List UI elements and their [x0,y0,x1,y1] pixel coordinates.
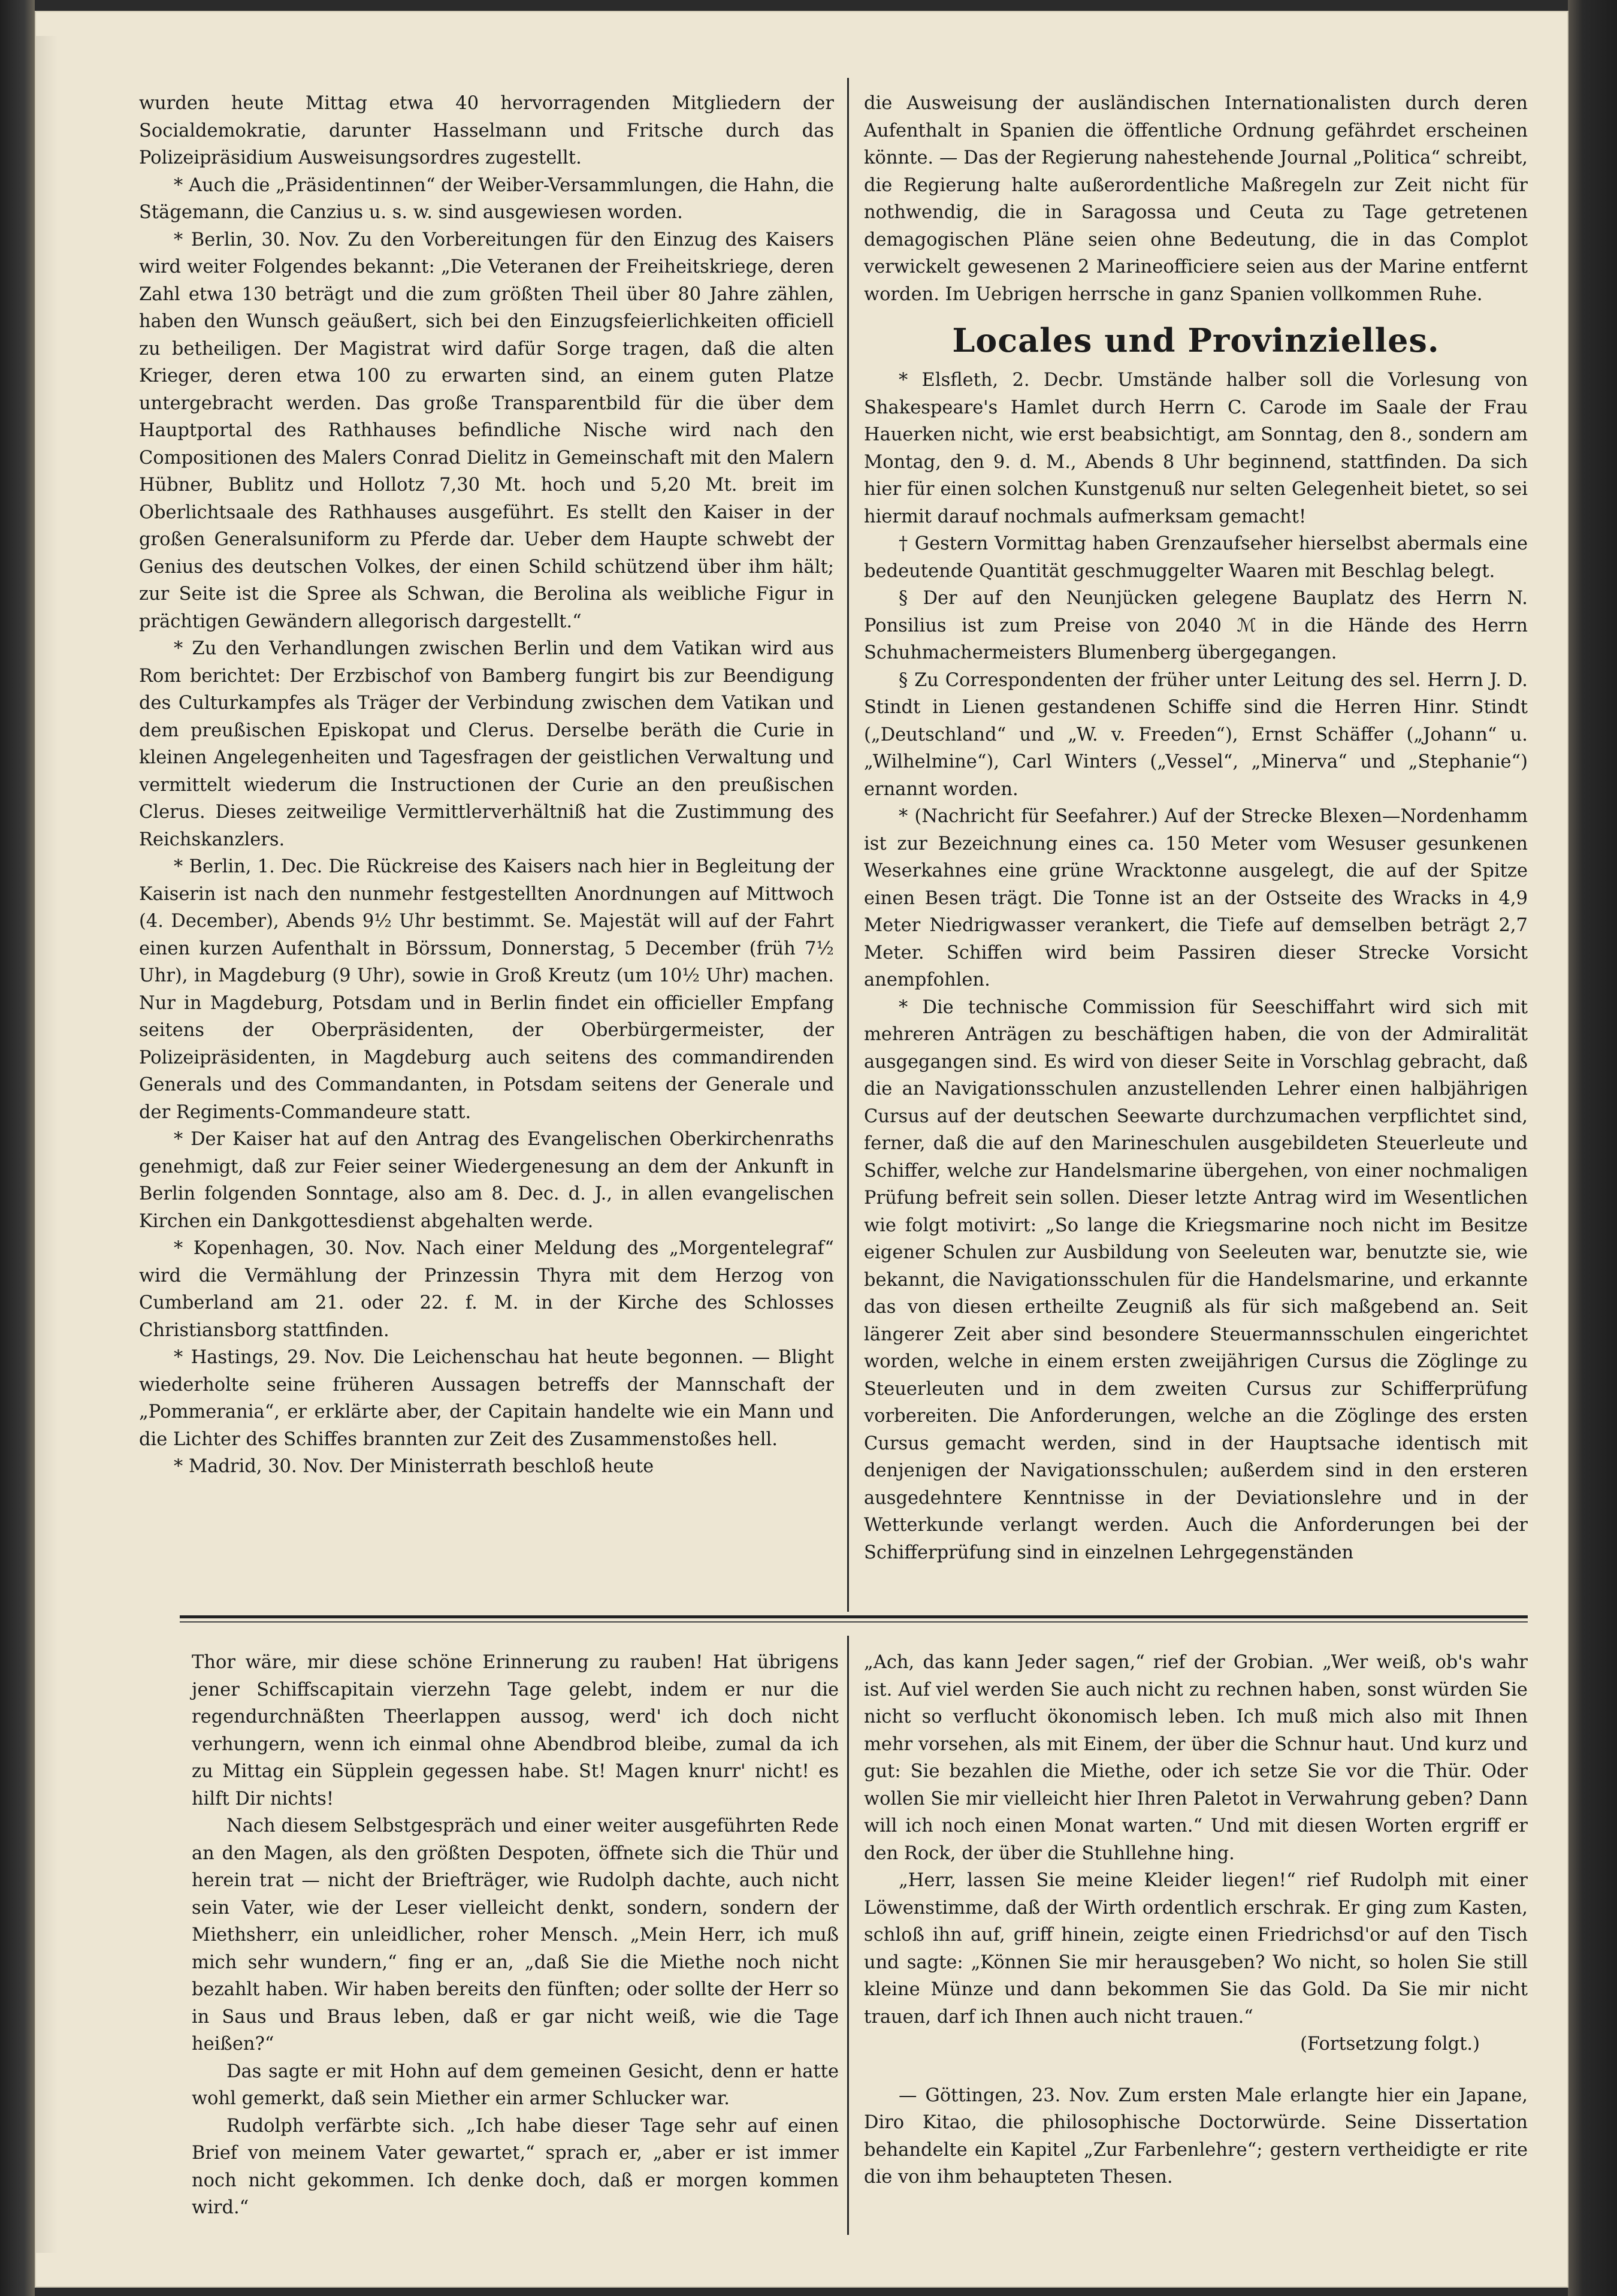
article-paragraph: * Madrid, 30. Nov. Der Ministerrath beschloß heute [174,1456,654,1477]
news-column-left [139,90,834,1481]
article-paragraph: * Die technische Commission für Seeschiffahrt wird sich mit mehreren Anträgen zu beschäftigen haben, die von der Admiralität ausgegangen sind. Es wird von dieser Seite in Vorschlag gebracht, daß die an Navigationsschulen anzustellenden Lehrer einen halbjährigen Cursus auf der deutschen Seewarte durchzumachen verpflichtet sind, ferner, daß die auf den Marineschulen ausgebildeten Steuerleute und Schiffer, welche zur Handelsmarine übergehen, von einer nochmaligen Prüfung befreit sein sollen. Dieser letzte Antrag wird im Wesentlichen wie folgt motivirt: „So lange die Kriegsmarine noch nicht im Besitze eigener Schulen zur Ausbildung von Seeleuten war, benutzte sie, wie bekannt, die Navigationsschulen für die Handelsmarine, und erkannte das von diesen ertheilte Zeugniß als für sich maßgebend an. Seit längerer Zeit aber sind besondere Steuermannsschulen eingerichtet worden, welche in einem ersten zweijährigen Cursus die Zöglinge zu Steuerleuten und in dem zweiten Cursus zur Schifferprüfung vorbereiten. Die Anforderungen, welche an die Zöglinge des ersten Cursus gemacht werden, sind in der Hauptsache identisch mit denjenigen der Navigationsschulen; außerdem sind in den ersteren ausgedehntere Kenntnisse in der Deviationslehre und in der Wetterkunde verlangt werden. Auch die Anforderungen bei der Schifferprüfung sind in einzelnen Lehrgegenständen [864,996,1528,1563]
news-column-right [864,90,1528,1566]
article-paragraph: † Gestern Vormittag haben Grenzaufseher hierselbst abermals eine bedeutende Quantität geschmuggelter Waaren mit Beschlag belegt. [864,533,1528,582]
article-paragraph: wurden heute Mittag etwa 40 hervorragenden Mitgliedern der Socialdemokratie, darunter Hasselmann und Fritsche durch das Polizeipräsidium Ausweisungsordres zugestellt. [139,93,834,168]
article-paragraph: * (Nachricht für Seefahrer.) Auf der Strecke Blexen—Nordenhamm ist zur Bezeichnung eines ca. 150 Meter vom Wesuser gesunkenen Weserkahnes eine grüne Wracktonne ausgelegt, die auf der Spitze einen Besen trägt. Die Tonne ist an der Ostseite des Wracks in 4,9 Meter Niedrigwasser verankert, die Tiefe auf demselben beträgt 2,7 Meter. Schiffen wird beim Passiren dieser Strecke Vorsicht anempfohlen. [864,806,1528,990]
article-paragraph: * Berlin, 30. Nov. Zu den Vorbereitungen für den Einzug des Kaisers wird weiter Folgendes bekannt: „Die Veteranen der Freiheitskriege, deren Zahl etwa 130 beträgt und die zum größten Theil über 80 Jahre zählen, haben den Wunsch geäußert, sich bei den Einzugsfeierlichkeiten officiell zu betheiligen. Der Magistrat wird dafür Sorge tragen, daß die alten Krieger, deren etwa 100 zu erwarten sind, an einem guten Platze untergebracht werden. Das große Transparentbild für die über dem Hauptportal des Rathhauses befindliche Nische wird nach den Compositionen des Malers Conrad Dielitz in Gemeinschaft mit den Malern Hübner, Bublitz und Hollotz 7,30 Mt. hoch und 5,20 Mt. breit im Oberlichtsaale des Rathhauses ausgeführt. Es stellt den Kaiser in der großen Generalsuniform zu Pferde dar. Ueber dem Haupte schwebt der Genius des deutschen Volkes, der einen Schild schützend über ihm hält; zur Seite ist die Spree als Schwan, die Berolina als weibliche Figur in prächtigen Gewändern allegorisch dargestellt.“ [139,229,834,632]
article-paragraph: * Berlin, 1. Dec. Die Rückreise des Kaisers nach hier in Begleitung der Kaiserin ist nach den nunmehr festgestellten Anordnungen auf Mittwoch (4. December), Abends 9½ Uhr bestimmt. Se. Majestät will auf der Fahrt einen kurzen Aufenthalt in Börssum, Donnerstag, 5 December (früh 7½ Uhr), in Magdeburg (9 Uhr), sowie in Groß Kreutz (um 10½ Uhr) machen. Nur in Magdeburg, Potsdam und in Berlin findet ein officieller Empfang seitens der Oberpräsidenten, der Oberbürgermeister, der Polizeipräsidenten, in Magdeburg auch seitens des commandirenden Generals und des Commandanten, in Potsdam seitens der Generale und der Regiments-Commandeure statt. [139,856,834,1123]
section-heading: Locales und Provinzielles. [952,321,1440,359]
story-paragraph: Rudolph verfärbte sich. „Ich habe dieser Tage sehr auf einen Brief von meinem Vater gewartet,“ sprach er, „aber er ist immer noch nicht gekommen. Ich denke doch, daß er morgen kommen wird.“ [192,2115,839,2218]
article-paragraph: — Göttingen, 23. Nov. Zum ersten Male erlangte hier ein Japane, Diro Kitao, die philosophische Doctorwürde. Seine Dissertation behandelte ein Kapitel „Zur Farbenlehre“; gestern vertheidigte er rite die von ihm behaupteten Thesen. [864,2084,1528,2188]
left-binding-gutter [0,0,35,2296]
story-paragraph: Das sagte er mit Hohn auf dem gemeinen Gesicht, denn er hatte wohl gemerkt, daß sein Miether ein armer Schlucker war. [192,2061,839,2109]
story-paragraph: „Herr, lassen Sie meine Kleider liegen!“ rief Rudolph mit einer Löwenstimme, daß der Wirth ordentlich erschrak. Er ging zum Kasten, schloß ihn auf, griff hinein, zeigte einen Friedrichsd'or auf den Tisch und sagte: „Können Sie mir herausgeben? Wo nicht, so holen Sie still kleine Münze und dann bekommen Sie das Gold. Da Sie mir nicht trauen, darf ich Ihnen auch nicht trauen.“ [864,1870,1528,2028]
article-paragraph: * Der Kaiser hat auf den Antrag des Evangelischen Oberkirchenraths genehmigt, daß zur Feier seiner Wiedergenesung an dem der Ankunft in Berlin folgenden Sonntage, also am 8. Dec. d. J., in allen evangelischen Kirchen ein Dankgottesdienst abgehalten werde. [139,1129,834,1232]
article-paragraph: § Zu Correspondenten der früher unter Leitung des sel. Herrn J. D. Stindt in Lienen gestandenen Schiffe sind die Herren Hinr. Stindt („Deutschland“ und „W. v. Freeden“), Ernst Schäffer („Johann“ u. „Wilhelmine“), Carl Winters („Vessel“, „Minerva“ und „Stephanie“) ernannt worden. [864,669,1528,800]
feuilleton-separator-rule [180,1615,1528,1618]
article-paragraph: die Ausweisung der ausländischen Internationalisten durch deren Aufenthalt in Spanien die öffentliche Ordnung gefährdet erscheinen könnte. — Das der Regierung nahestehende Journal „Politica“ schreibt, die Regierung halte außerordentliche Maßregeln zur Zeit nicht für nothwendig, die in Saragossa und Ceuta zu Tage getretenen demagogischen Pläne seien ohne Bedeutung, die in das Complot verwickelt gewesenen 2 Marineofficiere seien aus der Marine entfernt worden. Im Uebrigen herrsche in ganz Spanien vollkommen Ruhe. [864,93,1528,305]
article-paragraph: § Der auf den Neunjücken gelegene Bauplatz des Herrn N. Ponsilius ist zum Preise von 2040 ℳ in die Hände des Herrn Schuhmachermeisters Blumenberg übergegangen. [864,588,1528,663]
column-divider-top [847,78,849,1612]
article-paragraph: * Hastings, 29. Nov. Die Leichenschau hat heute begonnen. — Blight wiederholte seine früheren Aussagen betreffs der Mannschaft der „Pommerania“, er erklärte aber, der Capitain handelte wie ein Mann und die Lichter des Schiffes brannten zur Zeit des Zusammenstoßes hell. [139,1347,834,1450]
right-binding-gutter [1568,0,1617,2296]
feuilleton-separator-rule-thin [180,1621,1528,1623]
article-paragraph: * Kopenhagen, 30. Nov. Nach einer Meldung des „Morgentelegraf“ wird die Vermählung der Prinzessin Thyra mit dem Herzog von Cumberland am 21. oder 22. f. M. in der Kirche des Schlosses Christiansborg stattfinden. [139,1238,834,1341]
article-paragraph: * Zu den Verhandlungen zwischen Berlin und dem Vatikan wird aus Rom berichtet: Der Erzbischof von Bamberg fungirt bis zur Beendigung des Culturkampfes als Träger der Verbindung zwischen dem Vatikan und dem preußischen Episkopat und Clerus. Derselbe beräth die Curie in kleinen Angelegenheiten und Tagesfragen der geistlichen Verwaltung und vermittelt wiederum die Instructionen der Curie an den preußischen Clerus. Dieses zeitweilige Vermittlerverhältniß hat die Zustimmung des Reichskanzlers. [139,638,834,850]
continued-note: (Fortsetzung folgt.) [1300,2034,1480,2055]
story-paragraph: Nach diesem Selbstgespräch und einer weiter ausgeführten Rede an den Magen, als den größten Despoten, öffnete sich die Thür und herein trat — nicht der Briefträger, wie Rudolph dachte, auch nicht sein Vater, wie der Leser vielleicht denkt, sondern, sondern der Miethsherr, ein unleidlicher, roher Mensch. „Mein Herr, ich muß mich sehr wundern,“ fing er an, „daß Sie die Miethe noch nicht bezahlt haben. Wir haben bereits den fünften; oder sollte der Herr so in Saus und Braus leben, daß er gar nicht weiß, wie die Tage heißen?“ [192,1815,839,2055]
feuilleton-column-right [864,1649,1528,2191]
story-paragraph: „Ach, das kann Jeder sagen,“ rief der Grobian. „Wer weiß, ob's wahr ist. Auf viel werden Sie auch nicht zu rechnen haben, sonst würden Sie nicht so verflucht ökonomisch leben. Ich muß mich also mit Ihnen mehr vorsehen, als mit Einem, der über die Schnur haut. Und kurz und gut: Sie bezahlen die Miethe, oder ich setze Sie vor die Thür. Oder wollen Sie mir vielleicht hier Ihren Paletot in Verwahrung geben? Dann will ich noch einen Monat warten.“ Und mit diesen Worten ergriff er den Rock, der über die Stuhllehne hing. [864,1652,1528,1864]
article-paragraph: * Elsfleth, 2. Decbr. Umstände halber soll die Vorlesung von Shakespeare's Hamlet durch Herrn C. Carode im Saale der Frau Hauerken nicht, wie erst beabsichtigt, am Sonntag, den 8., sondern am Montag, den 9. d. M., Abends 8 Uhr beginnend, stattfinden. Da sich hier für einen solchen Kunstgenuß nur selten Gelegenheit bietet, so sei hiermit darauf nochmals aufmerksam gemacht! [864,370,1528,527]
article-paragraph: * Auch die „Präsidentinnen“ der Weiber-Versammlungen, die Hahn, die Stägemann, die Canzius u. s. w. sind ausgewiesen worden. [139,174,834,223]
column-divider-bottom [847,1636,849,2235]
story-paragraph: Thor wäre, mir diese schöne Erinnerung zu rauben! Hat übrigens jener Schiffscapitain vierzehn Tage gelebt, indem er nur die regendurchnäßten Theerlappen aussog, werd' ich doch nicht verhungern, wenn ich einmal ohne Abendbrod bleibe, zumal da ich zu Mittag ein Süpplein gegessen habe. St! Magen knurr' nicht! es hilft Dir nichts! [192,1652,839,1809]
feuilleton-column-left [192,1649,839,2222]
page-fold-shadow [36,36,58,2253]
